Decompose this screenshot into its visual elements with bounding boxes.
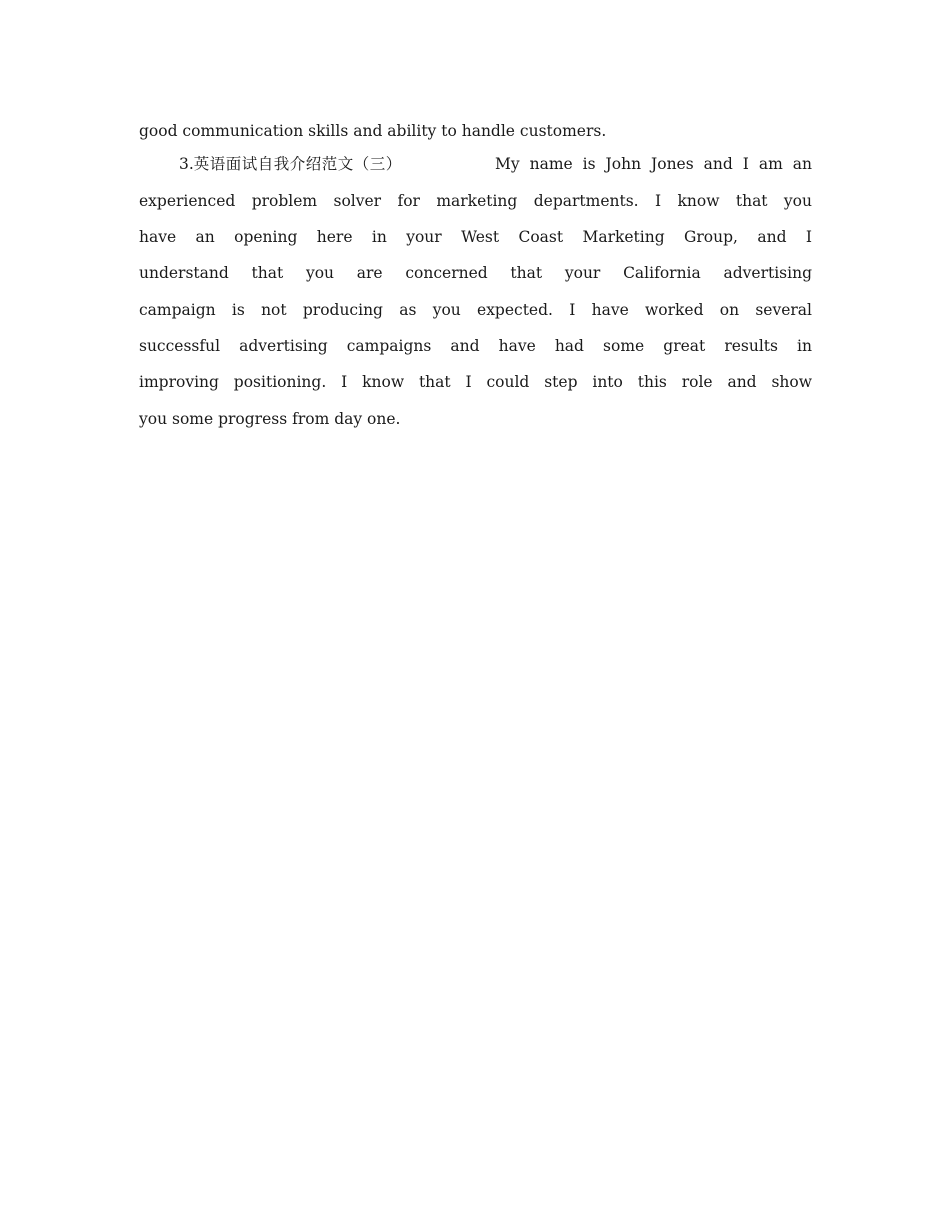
- paragraph-line: understand that you are concerned that your California advertising: [139, 264, 812, 282]
- paragraph-line: experienced problem solver for marketing departments. I know that you: [139, 192, 812, 210]
- section-title: 英语面试自我介绍范文（三）: [193, 155, 402, 173]
- section-number: 3.: [179, 155, 194, 173]
- paragraph-line: campaign is not producing as you expected. I have worked on several: [139, 301, 812, 319]
- paragraph-line: successful advertising campaigns and have had some great results in: [139, 337, 812, 355]
- paragraph-line: My name is John Jones and I am an: [495, 155, 812, 173]
- paragraph-line: have an opening here in your West Coast Marketing Group, and I: [139, 228, 812, 246]
- paragraph-line: improving positioning. I know that I could step into this role and show: [139, 373, 812, 391]
- section-heading-line: [139, 153, 812, 175]
- paragraph-last-line: you some progress from day one.: [139, 410, 401, 428]
- continuation-line: good communication skills and ability to handle customers.: [139, 122, 607, 140]
